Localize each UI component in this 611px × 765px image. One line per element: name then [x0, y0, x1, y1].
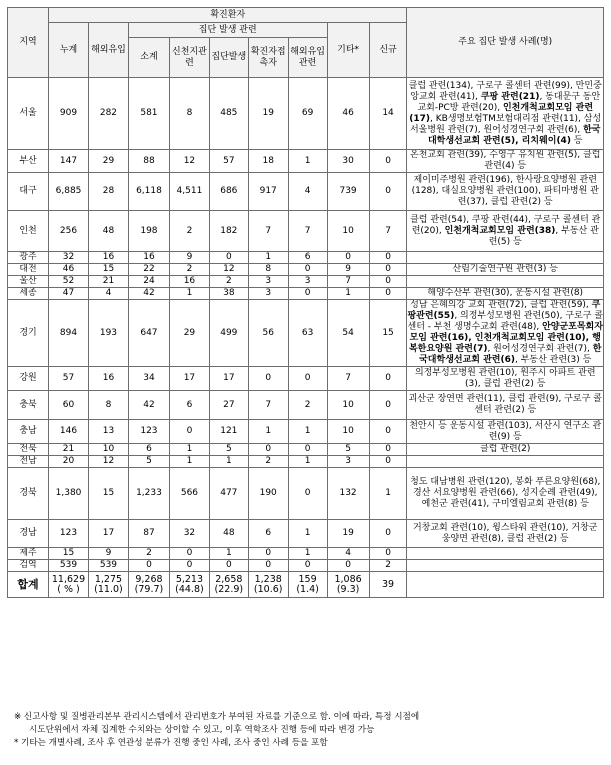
- shincheonji-cell: 8: [169, 78, 209, 150]
- total-overseas-cell: [88, 572, 128, 598]
- footnote-2: * 기타는 개별사례, 조사 후 연관성 분류가 진행 중인 사례, 조사 중인 사례 등을 포함: [14, 738, 328, 748]
- overseas-cell: 8: [88, 391, 128, 420]
- subtotal-cell: 6: [128, 444, 169, 456]
- total-percent: (1.4): [296, 583, 319, 595]
- new-cell: 15: [369, 300, 407, 367]
- case-text: 의정부성모병원 관련(10), 원주시 아파트 관련(3), 클럽 관련(2) 등: [414, 367, 596, 389]
- region-cell: 전북: [8, 444, 49, 456]
- overseas-rel-cell: 0: [288, 468, 327, 520]
- contact-cell: 7: [248, 391, 288, 420]
- cases-cell: [407, 367, 604, 391]
- region-cell: 대전: [8, 264, 49, 276]
- cases-cell: [407, 173, 604, 211]
- group-cell: 485: [209, 78, 248, 150]
- shincheonji-cell: 29: [169, 300, 209, 367]
- other-cell: 10: [327, 420, 369, 444]
- subtotal-cell: 16: [128, 252, 169, 264]
- group-cell: 499: [209, 300, 248, 367]
- other-cell: 739: [327, 173, 369, 211]
- table-row: [8, 420, 604, 444]
- total-new-cell: 39: [369, 572, 407, 598]
- new-cell: 0: [369, 367, 407, 391]
- contact-cell: 19: [248, 78, 288, 150]
- header-overseas: 해외유입: [88, 23, 128, 78]
- group-cell: 1: [209, 456, 248, 468]
- total-contact-cell: [248, 572, 288, 598]
- region-cell: 전남: [8, 456, 49, 468]
- shincheonji-cell: 1: [169, 444, 209, 456]
- total-percent: (44.8): [175, 583, 204, 595]
- case-text: 제이미주병원 관련(196), 한사랑요양병원 관련(128), 대실요양병원 관련(100), 파티마병원 관련(37), 클럽 관련(2) 등: [411, 175, 599, 207]
- cases-cell: [407, 78, 604, 150]
- table-row: [8, 548, 604, 560]
- case-text: 클럽 관련(134), 구로구 콜센터 관련(99), 만민중앙교회 관련(41),: [408, 80, 602, 102]
- overseas-rel-cell: 1: [288, 520, 327, 548]
- total-other-cell: [327, 572, 369, 598]
- case-text: 한국대학생선교회 관련(6): [419, 344, 602, 365]
- subtotal-cell: 647: [128, 300, 169, 367]
- overseas-cell: 17: [88, 520, 128, 548]
- shincheonji-cell: 12: [169, 150, 209, 173]
- table-row: [8, 300, 604, 367]
- contact-cell: 1: [248, 252, 288, 264]
- subtotal-cell: 6,118: [128, 173, 169, 211]
- header-total: 누계: [49, 23, 89, 78]
- shincheonji-cell: 32: [169, 520, 209, 548]
- overseas-rel-cell: 0: [288, 367, 327, 391]
- subtotal-cell: 22: [128, 264, 169, 276]
- overseas-rel-cell: 1: [288, 548, 327, 560]
- total-cell: 894: [49, 300, 89, 367]
- new-cell: 7: [369, 211, 407, 252]
- case-text: 거창교회 관련(10), 윙스타워 관련(10), 거창군 웅양면 관련(8), 클럽 관련(2) 등: [412, 522, 598, 544]
- overseas-rel-cell: 0: [288, 444, 327, 456]
- case-text: 클럽 관련(2): [480, 444, 531, 454]
- shincheonji-cell: 4,511: [169, 173, 209, 211]
- shincheonji-cell: 0: [169, 548, 209, 560]
- total-cases-cell: [407, 572, 604, 598]
- total-overseas-rel-cell: [288, 572, 327, 598]
- new-cell: 0: [369, 520, 407, 548]
- overseas-rel-cell: 7: [288, 211, 327, 252]
- total-percent: (22.9): [214, 583, 244, 595]
- total-value: 5,213: [175, 573, 204, 585]
- total-value: 159: [298, 573, 317, 585]
- region-cell: 경남: [8, 520, 49, 548]
- other-cell: 19: [327, 520, 369, 548]
- overseas-rel-cell: 63: [288, 300, 327, 367]
- shincheonji-cell: 0: [169, 420, 209, 444]
- cases-cell: [407, 444, 604, 456]
- cases-cell: [407, 264, 604, 276]
- shincheonji-cell: 9: [169, 252, 209, 264]
- region-cell: 충남: [8, 420, 49, 444]
- subtotal-cell: 2: [128, 548, 169, 560]
- other-cell: 0: [327, 560, 369, 572]
- total-value: 1,238: [254, 573, 282, 585]
- shincheonji-cell: 16: [169, 276, 209, 288]
- total-shincheonji-cell: [169, 572, 209, 598]
- case-text: 클럽 관련(54), 쿠팡 관련(44), 구로구 콜센터 관련(20),: [410, 214, 601, 236]
- other-cell: 7: [327, 276, 369, 288]
- total-value: 2,658: [215, 573, 243, 585]
- case-text: 쿠팡 관련(21): [480, 91, 540, 102]
- contact-cell: 190: [248, 468, 288, 520]
- cases-cell: [407, 548, 604, 560]
- overseas-cell: 48: [88, 211, 128, 252]
- total-region-cell: 합계: [8, 572, 49, 598]
- table-row: [8, 444, 604, 456]
- case-text: 인천개척교회모임 관련(17): [409, 102, 594, 124]
- subtotal-cell: 88: [128, 150, 169, 173]
- total-value: 11,629: [51, 573, 86, 585]
- subtotal-cell: 123: [128, 420, 169, 444]
- region-cell: 강원: [8, 367, 49, 391]
- other-cell: 10: [327, 391, 369, 420]
- confirmed-cases-table: [7, 7, 604, 598]
- overseas-cell: 21: [88, 276, 128, 288]
- shincheonji-cell: 2: [169, 211, 209, 252]
- case-text: 성남 은혜의강 교회 관련(72), 클럽 관련(59),: [410, 300, 592, 310]
- header-region: 지역: [8, 8, 49, 78]
- region-cell: 경기: [8, 300, 49, 367]
- contact-cell: 1: [248, 420, 288, 444]
- group-cell: 686: [209, 173, 248, 211]
- table-row: [8, 468, 604, 520]
- new-cell: 0: [369, 420, 407, 444]
- shincheonji-cell: 2: [169, 264, 209, 276]
- case-text: 해양수산부 관련(30), 운동시설 관련(8): [427, 288, 584, 298]
- other-cell: 7: [327, 367, 369, 391]
- other-cell: 54: [327, 300, 369, 367]
- footnote-1: ※ 신고사항 및 질병관리본부 관리시스템에서 관리번호가 부여된 자료를 기준으로 함. 이에 따라, 특정 시점에: [14, 712, 420, 722]
- region-cell: 충북: [8, 391, 49, 420]
- group-cell: 48: [209, 520, 248, 548]
- cases-cell: [407, 288, 604, 300]
- case-text: 한국대학생선교회 관련(5), 리치웨이(4): [427, 124, 601, 146]
- header-other: 기타*: [327, 23, 369, 78]
- case-text: , KB생명보험TM보험대리점 관련(11), 삼성서울병원 관련(7), 원어성경연구회 관련(6),: [409, 113, 602, 135]
- subtotal-cell: 87: [128, 520, 169, 548]
- region-cell: 세종: [8, 288, 49, 300]
- footnote-1-cont: 시도단위에서 자체 집계한 수치와는 상이할 수 있고, 이후 역학조사 진행 등에 따라 변경 가능: [29, 725, 375, 735]
- case-text: 온천교회 관련(39), 수영구 유치원 관련(5), 클럽 관련(4) 등: [410, 150, 601, 171]
- overseas-cell: 539: [88, 560, 128, 572]
- overseas-rel-cell: 69: [288, 78, 327, 150]
- total-percent: (11.0): [94, 583, 123, 595]
- region-cell: 울산: [8, 276, 49, 288]
- total-cell: 146: [49, 420, 89, 444]
- shincheonji-cell: 566: [169, 468, 209, 520]
- total-value: 9,268: [135, 573, 163, 585]
- subtotal-cell: 5: [128, 456, 169, 468]
- new-cell: 0: [369, 456, 407, 468]
- overseas-rel-cell: 1: [288, 150, 327, 173]
- total-cell: 57: [49, 367, 89, 391]
- total-percent: ( % ): [57, 583, 80, 595]
- overseas-rel-cell: 1: [288, 456, 327, 468]
- shincheonji-cell: 1: [169, 456, 209, 468]
- cases-cell: [407, 520, 604, 548]
- header-group-outbreak: 집단발생: [209, 38, 248, 78]
- total-percent: (79.7): [134, 583, 164, 595]
- other-cell: 1: [327, 288, 369, 300]
- total-value: 1,086: [334, 573, 362, 585]
- new-cell: 0: [369, 276, 407, 288]
- contact-cell: 18: [248, 150, 288, 173]
- new-cell: 1: [369, 468, 407, 520]
- total-value: 1,275: [94, 573, 123, 585]
- subtotal-cell: 42: [128, 391, 169, 420]
- other-cell: 5: [327, 444, 369, 456]
- table-row: [8, 391, 604, 420]
- total-cell: 256: [49, 211, 89, 252]
- header-cases: 주요 집단 발생 사례(명): [407, 8, 604, 78]
- case-text: , 의정부성모병원 관련(50), 구로구 콜센터 - 부천 생명수교회 관련(48),: [407, 311, 603, 332]
- total-cell: 21: [49, 444, 89, 456]
- total-cell: 32: [49, 252, 89, 264]
- total-group-cell: [209, 572, 248, 598]
- other-cell: 46: [327, 78, 369, 150]
- overseas-cell: 28: [88, 173, 128, 211]
- case-text: 인천개척교회모임 관련(38): [444, 225, 556, 236]
- table-row: [8, 252, 604, 264]
- header-confirmed: 확진환자: [49, 8, 407, 23]
- shincheonji-cell: 1: [169, 288, 209, 300]
- region-cell: 대구: [8, 173, 49, 211]
- overseas-rel-cell: 2: [288, 391, 327, 420]
- overseas-rel-cell: 4: [288, 173, 327, 211]
- overseas-cell: 12: [88, 456, 128, 468]
- cases-cell: [407, 420, 604, 444]
- total-cell: 46: [49, 264, 89, 276]
- total-cell: 60: [49, 391, 89, 420]
- table-row: [8, 78, 604, 150]
- subtotal-cell: 0: [128, 560, 169, 572]
- subtotal-cell: 198: [128, 211, 169, 252]
- group-cell: 27: [209, 391, 248, 420]
- cases-cell: [407, 391, 604, 420]
- total-subtotal-cell: [128, 572, 169, 598]
- table-row: [8, 367, 604, 391]
- region-cell: 검역: [8, 560, 49, 572]
- table-row: [8, 276, 604, 288]
- total-cell: 147: [49, 150, 89, 173]
- contact-cell: 7: [248, 211, 288, 252]
- cases-cell: [407, 150, 604, 173]
- contact-cell: 917: [248, 173, 288, 211]
- overseas-cell: 282: [88, 78, 128, 150]
- cases-cell: [407, 276, 604, 288]
- footnotes: [14, 711, 604, 750]
- header-shincheonji: 신천지관련: [169, 38, 209, 78]
- shincheonji-cell: 17: [169, 367, 209, 391]
- overseas-rel-cell: 0: [288, 264, 327, 276]
- contact-cell: 0: [248, 444, 288, 456]
- overseas-rel-cell: 0: [288, 560, 327, 572]
- other-cell: 0: [327, 252, 369, 264]
- other-cell: 9: [327, 264, 369, 276]
- total-cell: 15: [49, 548, 89, 560]
- header-subtotal: 소계: [128, 38, 169, 78]
- total-percent: (10.6): [253, 583, 283, 595]
- group-cell: 2: [209, 276, 248, 288]
- table-row: [8, 456, 604, 468]
- overseas-cell: 16: [88, 252, 128, 264]
- case-text: 괴산군 장연면 관련(11), 클럽 관련(9), 구로구 콜센터 관련(2) 등: [408, 394, 602, 415]
- subtotal-cell: 34: [128, 367, 169, 391]
- new-cell: 0: [369, 548, 407, 560]
- subtotal-cell: 581: [128, 78, 169, 150]
- new-cell: 0: [369, 288, 407, 300]
- header-cluster: 집단 발생 관련: [128, 23, 327, 38]
- header-new: 신규: [369, 23, 407, 78]
- new-cell: 0: [369, 252, 407, 264]
- group-cell: 17: [209, 367, 248, 391]
- shincheonji-cell: 6: [169, 391, 209, 420]
- overseas-cell: 10: [88, 444, 128, 456]
- total-cell: 1,380: [49, 468, 89, 520]
- table-row: [8, 150, 604, 173]
- case-text: 천안시 등 운동시설 관련(103), 서산시 연구소 관련(9) 등: [409, 420, 602, 442]
- region-cell: 제주: [8, 548, 49, 560]
- table-row: [8, 288, 604, 300]
- case-text: 청도 대남병원 관련(120), 봉화 푸른요양원(68), 경산 서요양병원 관련(66), 성지순례 관련(49), 예천군 관련(41), 구미엘림교회 관련(8) 등: [410, 477, 601, 509]
- table-row: [8, 211, 604, 252]
- contact-cell: 0: [248, 367, 288, 391]
- shincheonji-cell: 0: [169, 560, 209, 572]
- contact-cell: 2: [248, 456, 288, 468]
- new-cell: 0: [369, 391, 407, 420]
- total-total-cell: [49, 572, 89, 598]
- group-cell: 57: [209, 150, 248, 173]
- contact-cell: 56: [248, 300, 288, 367]
- overseas-cell: 4: [88, 288, 128, 300]
- case-text: , 부동산 관련(5) 등: [488, 225, 599, 247]
- contact-cell: 0: [248, 548, 288, 560]
- new-cell: 0: [369, 444, 407, 456]
- total-cell: 20: [49, 456, 89, 468]
- cases-cell: [407, 468, 604, 520]
- region-cell: 인천: [8, 211, 49, 252]
- case-text: , 원어성경연구회 관련(7),: [487, 344, 593, 354]
- contact-cell: 8: [248, 264, 288, 276]
- new-cell: 0: [369, 173, 407, 211]
- total-row: [8, 572, 604, 598]
- total-cell: 6,885: [49, 173, 89, 211]
- subtotal-cell: 24: [128, 276, 169, 288]
- table-row: [8, 560, 604, 572]
- region-cell: 서울: [8, 78, 49, 150]
- group-cell: 477: [209, 468, 248, 520]
- cases-cell: [407, 211, 604, 252]
- contact-cell: 6: [248, 520, 288, 548]
- case-text: , 부동산 관련(3) 등: [514, 355, 592, 365]
- new-cell: 2: [369, 560, 407, 572]
- case-text: 산림기술연구원 관련(3) 등: [452, 264, 558, 274]
- group-cell: 182: [209, 211, 248, 252]
- overseas-cell: 193: [88, 300, 128, 367]
- overseas-rel-cell: 3: [288, 276, 327, 288]
- new-cell: 0: [369, 150, 407, 173]
- table-body: [8, 78, 604, 598]
- cases-cell: [407, 252, 604, 264]
- overseas-cell: 16: [88, 367, 128, 391]
- total-cell: 909: [49, 78, 89, 150]
- case-text: 등: [570, 135, 583, 146]
- overseas-rel-cell: 6: [288, 252, 327, 264]
- table-row: [8, 173, 604, 211]
- total-cell: 47: [49, 288, 89, 300]
- header-overseas-related: 해외유입관련: [288, 38, 327, 78]
- region-cell: 경북: [8, 468, 49, 520]
- case-text: 쿠팡관련(55): [407, 300, 601, 321]
- overseas-cell: 15: [88, 264, 128, 276]
- overseas-rel-cell: 0: [288, 288, 327, 300]
- group-cell: 121: [209, 420, 248, 444]
- group-cell: 12: [209, 264, 248, 276]
- other-cell: 3: [327, 456, 369, 468]
- other-cell: 10: [327, 211, 369, 252]
- group-cell: 1: [209, 548, 248, 560]
- cases-cell: [407, 300, 604, 367]
- subtotal-cell: 1,233: [128, 468, 169, 520]
- other-cell: 30: [327, 150, 369, 173]
- overseas-cell: 9: [88, 548, 128, 560]
- other-cell: 4: [327, 548, 369, 560]
- new-cell: 14: [369, 78, 407, 150]
- group-cell: 0: [209, 560, 248, 572]
- new-cell: 0: [369, 264, 407, 276]
- other-cell: 132: [327, 468, 369, 520]
- overseas-cell: 29: [88, 150, 128, 173]
- table-row: [8, 520, 604, 548]
- total-cell: 123: [49, 520, 89, 548]
- region-cell: 광주: [8, 252, 49, 264]
- table-row: [8, 264, 604, 276]
- contact-cell: 3: [248, 288, 288, 300]
- total-cell: 52: [49, 276, 89, 288]
- group-cell: 0: [209, 252, 248, 264]
- group-cell: 5: [209, 444, 248, 456]
- contact-cell: 3: [248, 276, 288, 288]
- total-percent: (9.3): [336, 583, 360, 595]
- cases-cell: [407, 456, 604, 468]
- group-cell: 38: [209, 288, 248, 300]
- overseas-cell: 15: [88, 468, 128, 520]
- overseas-rel-cell: 1: [288, 420, 327, 444]
- subtotal-cell: 42: [128, 288, 169, 300]
- header-contact: 확진자접촉자: [248, 38, 288, 78]
- total-cell: 539: [49, 560, 89, 572]
- region-cell: 부산: [8, 150, 49, 173]
- case-text: 안양군포목회자모임 관련(16), 인천개척교회모임 관련(10), 행복한요양원 관련(7): [408, 322, 603, 354]
- contact-cell: 0: [248, 560, 288, 572]
- case-text: , 동대문구 동안교회-PC방 관련(20),: [417, 91, 601, 113]
- overseas-cell: 13: [88, 420, 128, 444]
- cases-cell: [407, 560, 604, 572]
